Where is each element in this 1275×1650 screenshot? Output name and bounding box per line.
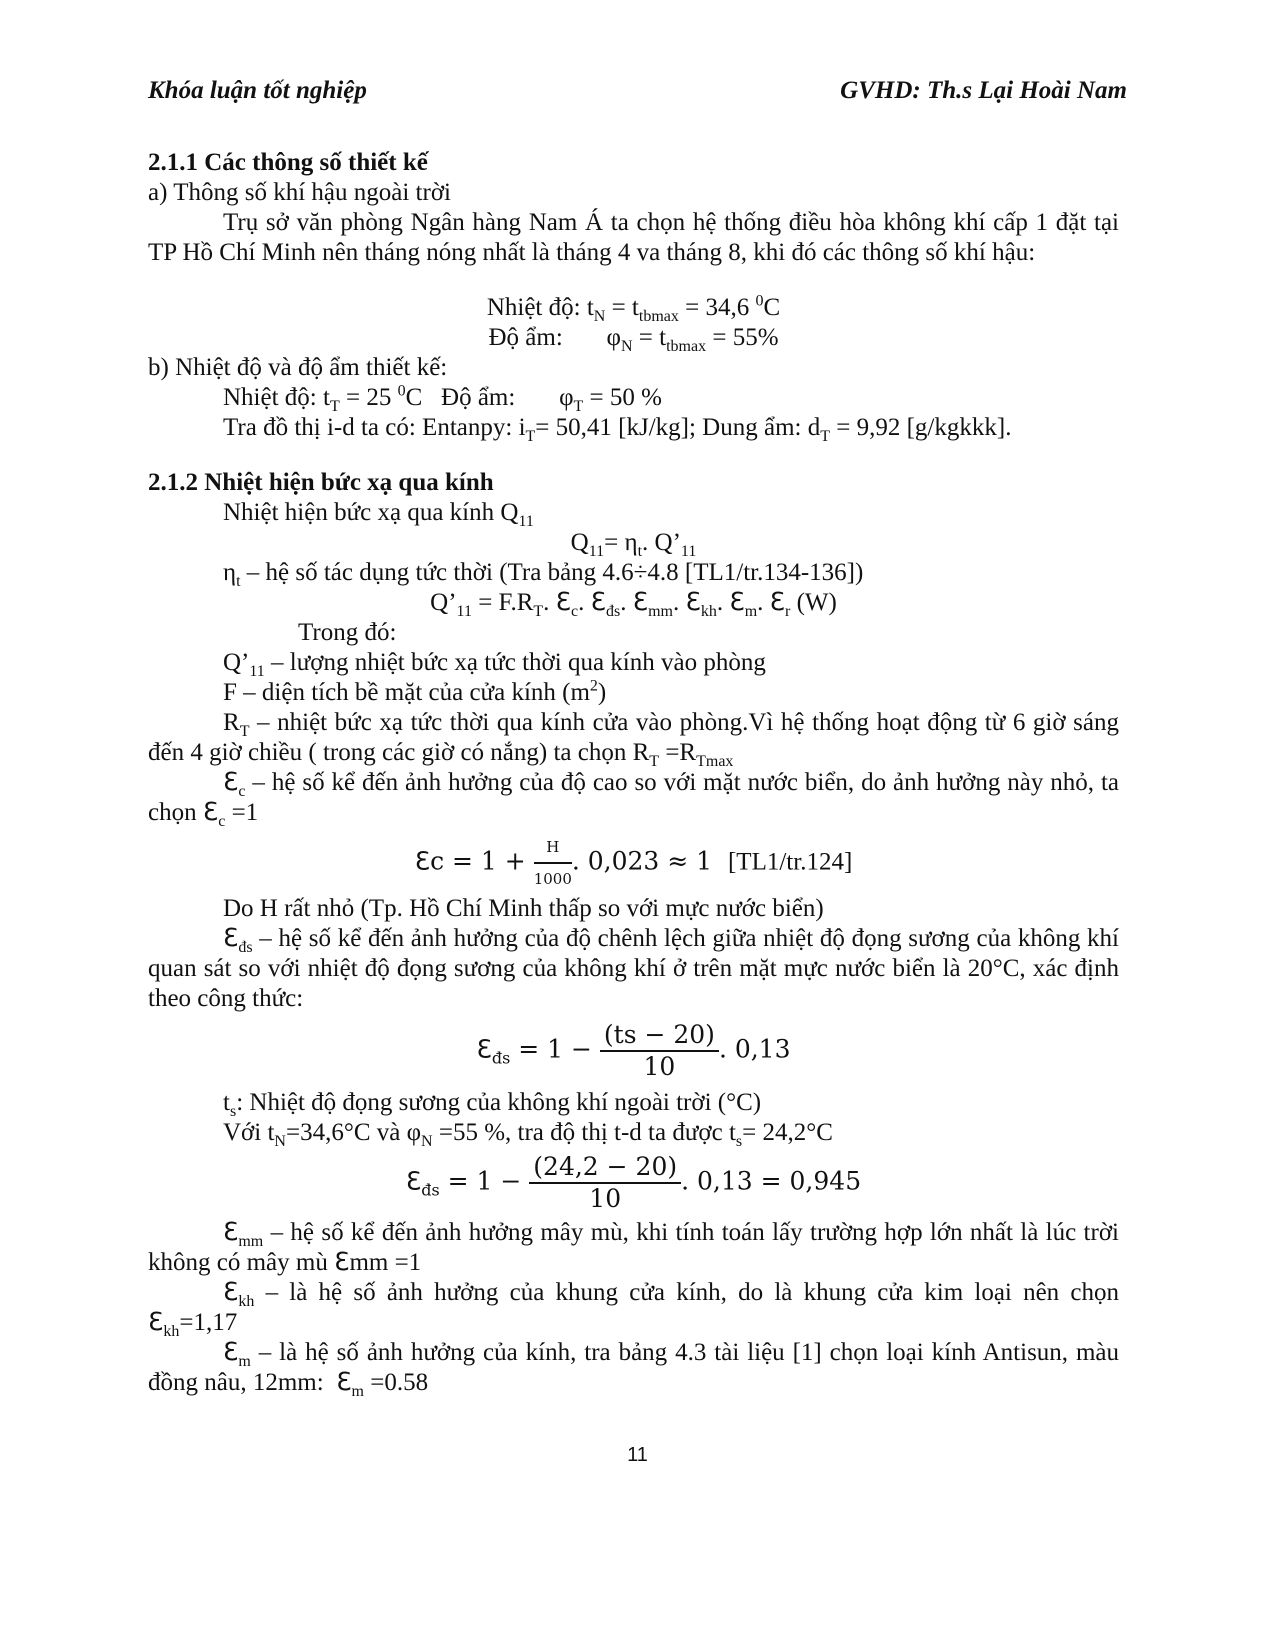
ec-description: ℇ$_c$ – hệ số kể đến ảnh hưởng của độ cao so với mặt nước biển, do ảnh hưởng này nhỏ, ta chọn ℇ$_c$ =1 xyxy=(148,769,1119,830)
ekh-description: ℇ$_{kh}$ – là hệ số ảnh hưởng của khung cửa kính, do là khung cửa kim loại nên chọn ℇ$_{kh}$=1,17 xyxy=(148,1279,1119,1340)
radiation-intro: Nhiệt hiện bức xạ qua kính $Q_{11}$ xyxy=(223,499,534,530)
area-description: F – diện tích bề mặt của cửa kính $(m^2)$ xyxy=(223,677,607,706)
eds-result-formula: ℇ$_{đs}$ = 1 − $\frac{(24,2 - 20)}{10}$ . 0,13 = 0,945 xyxy=(405,1152,862,1213)
design-conditions-line: Nhiệt độ: $t_T = 25$ $^0$C Độ ẩm: $\varphi_T = 50$ % xyxy=(223,382,662,415)
q11-prime-description: $Q’_{11}$ – lượng nhiệt bức xạ tức thời qua kính vào phòng xyxy=(223,649,766,680)
ts-description: $t_s$: Nhiệt độ đọng sương của không khí ngoài trời (°C) xyxy=(223,1089,762,1120)
page-number: 11 xyxy=(627,1444,648,1466)
dewpoint-lookup: Với $t_N=34,6^\circ C$ và $\varphi_N =55$ %, tra độ thị t-d ta được $t_s= 24,2^\circ C$ xyxy=(223,1119,833,1150)
subsection-a-title: a) Thông số khí hậu ngoài trời xyxy=(148,179,451,206)
header-title-left: Khóa luận tốt nghiệp xyxy=(148,77,367,104)
eta-description: $\eta_t$ – hệ số tác dụng tức thời (Tra bảng 4.6÷4.8 [TL1/tr.134-136]) xyxy=(223,559,864,590)
eds-description: ℇ$_{đs}$ – hệ số kể đến ảnh hưởng của độ chênh lệch giữa nhiệt độ đọng sương của không khí quan sát so với nhiệt độ đọng sương của không khí ở trên mặt mực nước biển là 20°C, xác định theo công thức: xyxy=(148,925,1120,1012)
q11-formula: $Q_{11}= \eta_t$. $Q’_{11}$ xyxy=(570,529,697,560)
enthalpy-line: Tra đồ thị i-d ta có: Entanpy: $i_T= 50,41$ [kJ/kg]; Dung ẩm: $d_T = 9,92$ [g/kgkkk]. xyxy=(223,414,1012,445)
h-description: Do H rất nhỏ (Tp. Hồ Chí Minh thấp so với mực nước biển) xyxy=(223,895,824,922)
climate-paragraph: Trụ sở văn phòng Ngân hàng Nam Á ta chọn hệ thống điều hòa không khí cấp 1 đặt tại TP Hồ Chí Minh nên tháng nóng nhất là tháng 4 va tháng 8, khi đó các thông số khí hậu: xyxy=(148,209,1119,266)
section-heading-2-1-2: 2.1.2 Nhiệt hiện bức xạ qua kính xyxy=(148,469,494,496)
where-label: Trong đó: xyxy=(298,619,397,646)
ec-formula: ℇc = 1 + $\frac{H}{1000}$ . 0,023 ≈ 1 [TL1/tr.124] xyxy=(148,832,1119,894)
page-content xyxy=(148,148,1119,1398)
outdoor-humidity-formula: Độ ẩm: $\varphi_N = t_{tbmax} = 55\%$ xyxy=(488,324,779,355)
emm-description: ℇ$_{mm}$ – hệ số kể đến ảnh hưởng mây mù, khi tính toán lấy trường hợp lớn nhất là lúc trời không có mây mù ℇmm =1 xyxy=(148,1219,1119,1276)
em-description: ℇ$_m$ – là hệ số ảnh hưởng của kính, tra bảng 4.3 tài liệu [1] chọn loại kính Antisun, màu đồng nâu, 12mm: ℇ$_m$ =0.58 xyxy=(148,1339,1120,1400)
header-title-right: GVHD: Th.s Lại Hoài Nam xyxy=(840,77,1127,104)
eds-formula: ℇ$_{đs}$ = 1 − $\frac{(ts - 20)}{10}$ . 0,13 xyxy=(476,1020,791,1081)
rt-description: $R_T$ – nhiệt bức xạ tức thời qua kính cửa vào phòng.Vì hệ thống hoạt động từ 6 giờ sáng đến 4 giờ chiều ( trong các giờ có nắng) ta chọn $R_T =R_{Tmax}$ xyxy=(148,709,1119,770)
section-heading-2-1-1: 2.1.1 Các thông số thiết kế xyxy=(148,149,428,176)
q11-prime-formula: $Q’_{11} = F.R_T$. ℇ$_c$. ℇ$_{đs}$. ℇ$_{mm}$. ℇ$_{kh}$. ℇ$_m$. ℇ$_r$ (W) xyxy=(430,589,837,620)
outdoor-temperature-formula: Nhiệt độ: $t_N = t_{tbmax} = 34,6$ $^0$C xyxy=(486,292,781,325)
subsection-b-title: b) Nhiệt độ và độ ẩm thiết kế: xyxy=(148,354,448,381)
